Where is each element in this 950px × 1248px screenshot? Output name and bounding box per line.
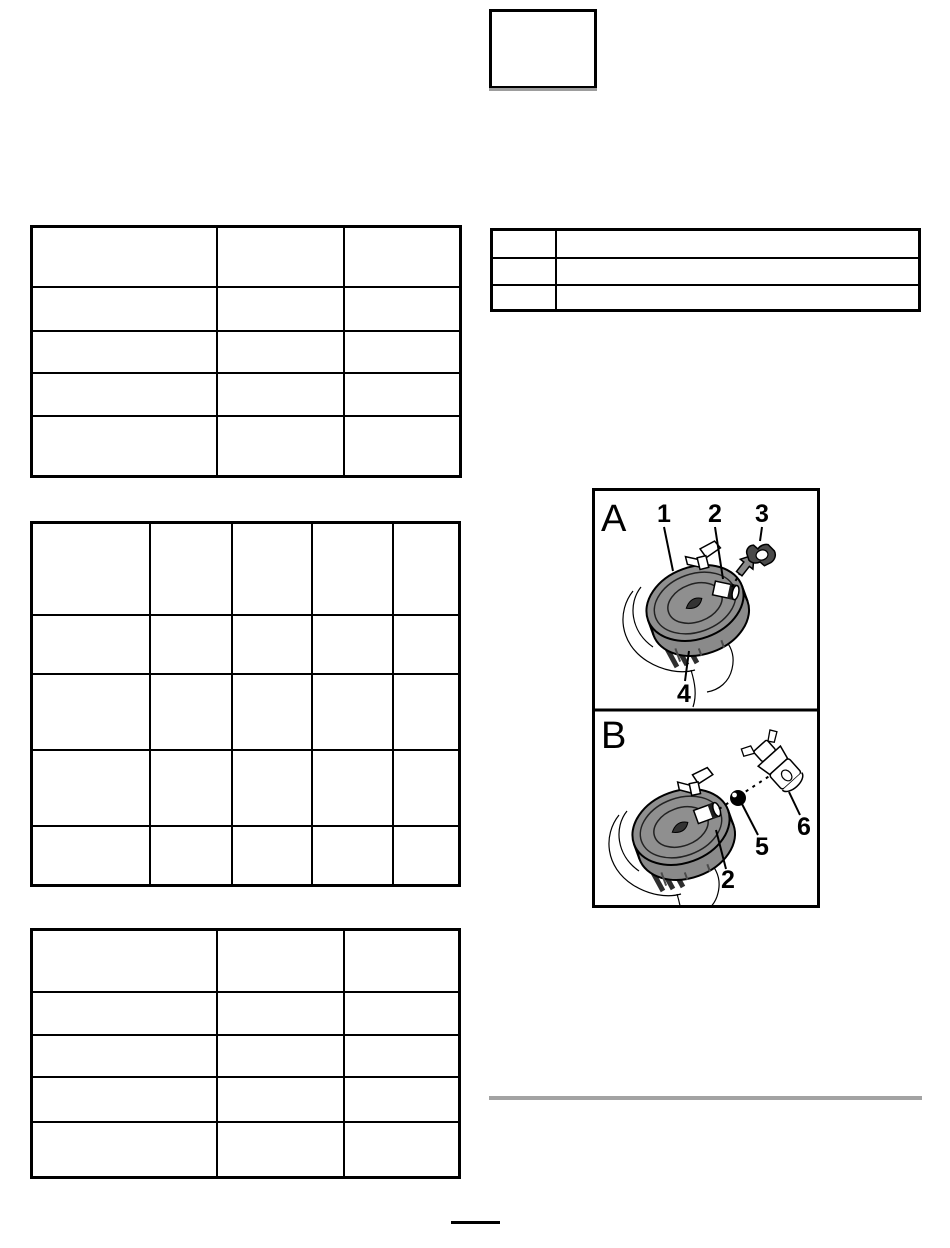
table-cell [32,523,151,615]
table-row [32,930,460,992]
table-cell [217,930,344,992]
table-row [32,992,460,1035]
table-cell [150,523,232,615]
table-cell [32,1035,218,1077]
table-cell [312,523,393,615]
table-cell [393,615,460,674]
callout-3: 3 [755,500,769,528]
table-cell [344,373,461,416]
leader-line-3 [760,527,762,541]
table-row [32,750,460,826]
table-cell [32,674,151,750]
table-cell [312,615,393,674]
table-row [32,416,461,477]
callout-2b: 2 [721,866,735,894]
table-cell [344,331,461,373]
table-left-middle [30,521,461,887]
table-cell [312,826,393,886]
panel-a-letter: A [601,498,627,540]
table-row [492,258,920,285]
section-divider-rule [489,1096,922,1100]
table-cell [150,826,232,886]
figure-panel-b [601,715,813,905]
table-cell [344,1035,460,1077]
alignment-dash-b [719,775,771,809]
leader-line-1 [664,527,673,571]
table-cell [393,674,460,750]
figure-panel-a [601,498,778,708]
callout-5: 5 [755,833,769,861]
table-cell [217,287,344,331]
table-row [32,373,461,416]
table-left-bottom [30,928,461,1179]
table-cell [556,258,920,285]
callout-1: 1 [657,500,671,528]
table-cell [217,331,344,373]
table-cell [556,230,920,258]
table-cell [217,227,344,287]
table-cell [217,1122,344,1178]
blank-box [489,9,597,88]
table-cell [32,826,151,886]
table-row [492,285,920,311]
table-cell [217,373,344,416]
table-cell [393,750,460,826]
table-cell [217,1035,344,1077]
table-cell [492,230,557,258]
table-cell [393,826,460,886]
table-row [32,1122,460,1178]
table-cell [32,287,218,331]
table-cell [344,287,461,331]
table-row [32,674,460,750]
table-cell [344,992,460,1035]
table-cell [556,285,920,311]
table-cell [232,750,312,826]
table-row [32,227,461,287]
valve-assembly-part [739,724,813,800]
figure-canvas [595,491,817,905]
table-row [32,1077,460,1122]
table-row [32,615,460,674]
table-cell [32,1122,218,1178]
callout-2: 2 [708,500,722,528]
table-cell [344,416,461,477]
table-cell [232,523,312,615]
table-cell [32,227,218,287]
callout-4: 4 [677,680,691,708]
table-cell [492,258,557,285]
table-cell [393,523,460,615]
table-cell [312,750,393,826]
table-right-top [490,228,921,312]
table-row [32,1035,460,1077]
table-cell [150,674,232,750]
table-row [32,287,461,331]
check-ball-part [730,790,746,806]
table-cell [217,992,344,1035]
table-cell [32,930,218,992]
table-cell [150,615,232,674]
leader-line-5 [742,804,758,835]
leader-line-6 [789,792,800,815]
table-cell [217,1077,344,1122]
table-cell [32,750,151,826]
table-cell [32,1077,218,1122]
table-cell [217,416,344,477]
table-cell [344,1122,460,1178]
table-cell [344,1077,460,1122]
callout-6: 6 [797,813,811,841]
table-cell [232,674,312,750]
table-cell [32,992,218,1035]
panel-b-letter: B [601,715,627,757]
exploded-parts-figure [592,488,820,908]
table-cell [312,674,393,750]
table-left-top [30,225,462,478]
table-cell [232,826,312,886]
table-cell [32,416,218,477]
table-cell [32,373,218,416]
table-row [32,826,460,886]
table-cell [344,930,460,992]
table-row [492,230,920,258]
table-row [32,523,460,615]
footer-rule [451,1221,500,1224]
table-cell [232,615,312,674]
table-cell [32,615,151,674]
cap-illustration-a [623,552,760,707]
table-cell [344,227,461,287]
table-cell [32,331,218,373]
table-row [32,331,461,373]
table-cell [492,285,557,311]
table-cell [150,750,232,826]
